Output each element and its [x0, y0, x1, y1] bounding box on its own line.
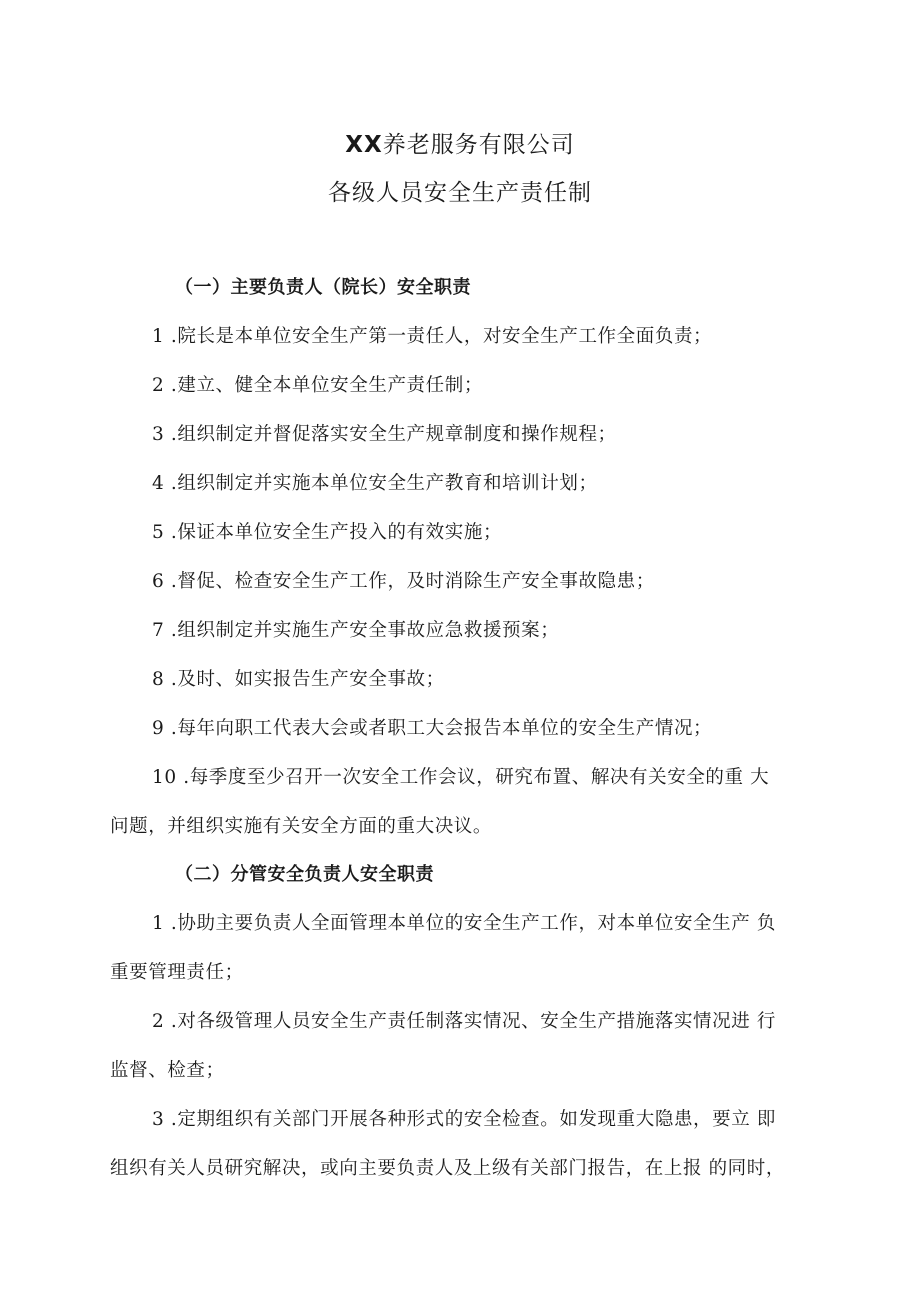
- list-item: 4 .组织制定并实施本单位安全生产教育和培训计划；: [152, 473, 598, 494]
- list-item-continuation: 问题，并组织实施有关安全方面的重大决议。: [110, 816, 493, 837]
- list-item: 3 .定期组织有关部门开展各种形式的安全检查。如发现重大隐患，要立 即: [152, 1109, 776, 1130]
- list-item-continuation: 组织有关人员研究解决，或向主要负责人及上级有关部门报告，在上报 的同时，: [110, 1158, 785, 1179]
- list-item: 1 .院长是本单位安全生产第一责任人，对安全生产工作全面负责；: [152, 326, 713, 347]
- section-heading-2: （二）分管安全负责人安全职责: [175, 864, 434, 885]
- company-prefix: XX: [345, 132, 383, 158]
- list-item: 10 .每季度至少召开一次安全工作会议，研究布置、解决有关安全的重 大: [152, 767, 770, 788]
- list-item: 2 .对各级管理人员安全生产责任制落实情况、安全生产措施落实情况进 行: [152, 1011, 776, 1032]
- list-item: 6 .督促、检查安全生产工作，及时消除生产安全事故隐患；: [152, 571, 655, 592]
- section-heading-1: （一）主要负责人（院长）安全职责: [175, 277, 471, 298]
- list-item: 8 .及时、如实报告生产安全事故；: [152, 669, 445, 690]
- list-item-continuation: 监督、检查；: [110, 1060, 225, 1081]
- document-title: 各级人员安全生产责任制: [328, 180, 592, 206]
- list-item: 3 .组织制定并督促落实安全生产规章制度和操作规程；: [152, 424, 617, 445]
- list-item-continuation: 重要管理责任；: [110, 962, 244, 983]
- company-name: 养老服务有限公司: [382, 132, 575, 158]
- list-item: 2 .建立、健全本单位安全生产责任制；: [152, 375, 483, 396]
- list-item: 7 .组织制定并实施生产安全事故应急救援预案；: [152, 620, 560, 641]
- company-title: [0, 126, 920, 159]
- list-item: 1 .协助主要负责人全面管理本单位的安全生产工作，对本单位安全生产 负: [152, 913, 776, 934]
- list-item: 5 .保证本单位安全生产投入的有效实施；: [152, 522, 503, 543]
- list-item: 9 .每年向职工代表大会或者职工大会报告本单位的安全生产情况；: [152, 718, 713, 739]
